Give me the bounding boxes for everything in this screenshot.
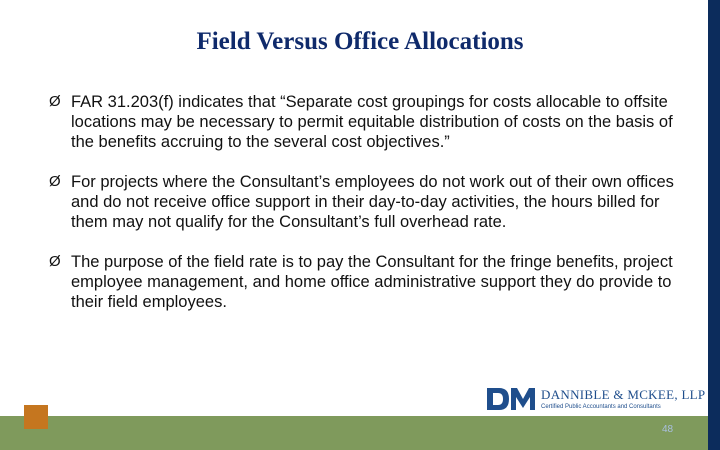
- company-logo: [485, 383, 705, 415]
- bullet-text: FAR 31.203(f) indicates that “Separate cost groupings for costs allocable to offsite locations may be necessary to permit equitable distribution of costs on the basis of the benefits accruing to the several cost objectives.”: [71, 93, 673, 151]
- logo-tagline: Certified Public Accountants and Consultants: [541, 404, 661, 410]
- accent-square: [24, 405, 48, 429]
- bullet-item: [49, 92, 689, 152]
- arrow-bullet-icon: Ø: [49, 93, 61, 110]
- slide-title: Field Versus Office Allocations: [196, 28, 524, 55]
- dm-logo-icon: [485, 385, 537, 413]
- footer-bar: [0, 416, 708, 450]
- arrow-bullet-icon: Ø: [49, 253, 61, 270]
- page-number: 48: [662, 424, 674, 435]
- bullet-item: [49, 252, 689, 312]
- logo-company-name: DANNIBLE & MCKEE, LLP: [541, 387, 706, 402]
- bullet-item: [49, 172, 689, 232]
- arrow-bullet-icon: Ø: [49, 173, 61, 190]
- bullet-text: The purpose of the field rate is to pay the Consultant for the fringe benefits, project employee management, and home office administrative support they do provide to their field employees.: [71, 253, 673, 311]
- bullet-list: [49, 92, 689, 332]
- right-edge-bar: [708, 0, 720, 450]
- bullet-text: For projects where the Consultant’s employees do not work out of their own offices and do not receive office support in their day-to-day activities, the hours billed for them may not qualify for the Consultant’s full overhead rate.: [71, 173, 674, 231]
